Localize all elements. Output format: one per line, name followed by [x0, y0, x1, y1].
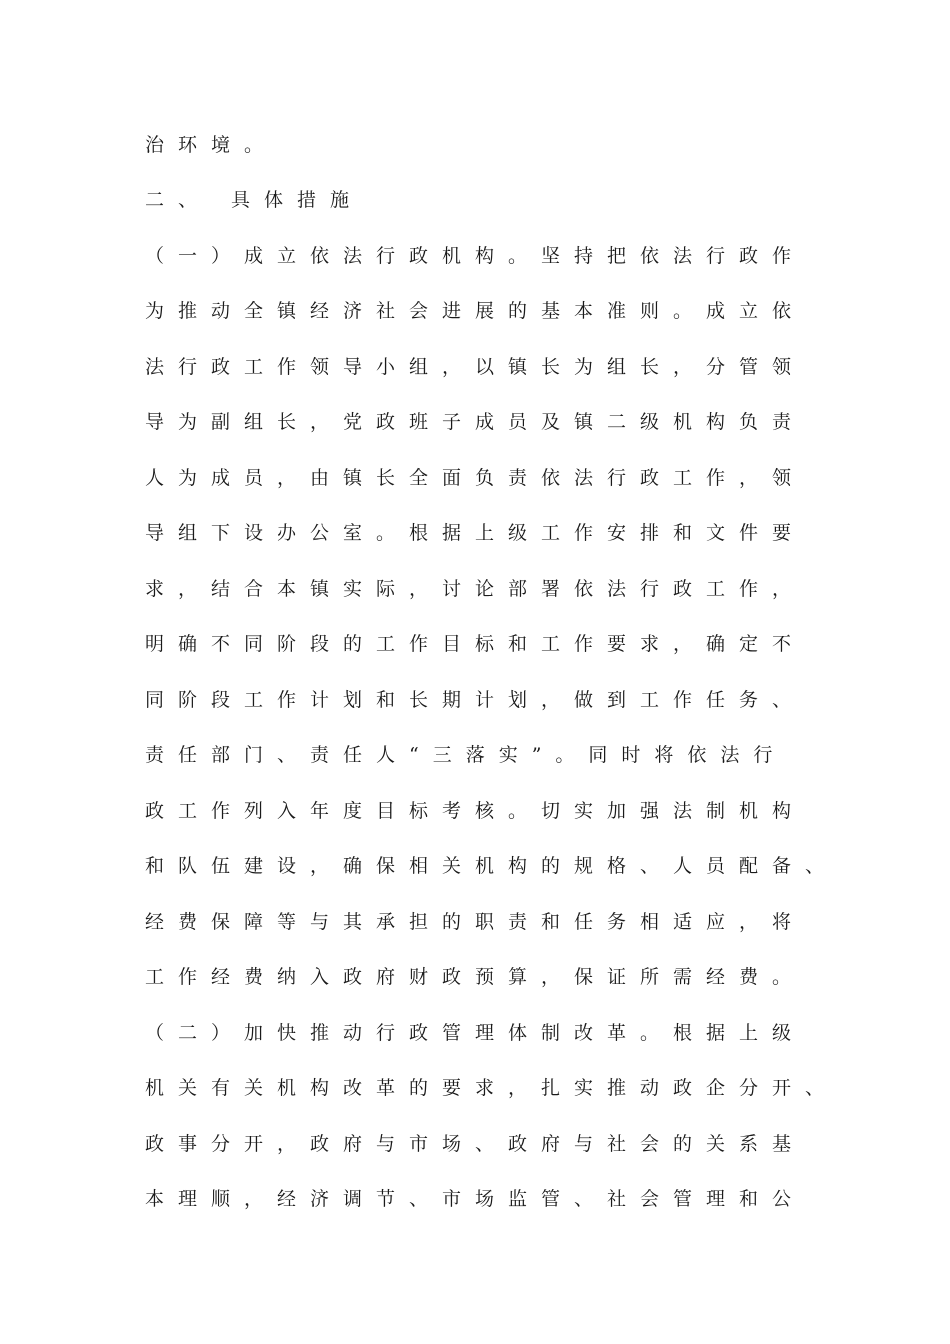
text-line: 责任部门、责任人“三落实”。同时将依法行 [145, 744, 787, 766]
text-line: 人为成员，由镇长全面负责依法行政工作，领 [145, 467, 806, 489]
text-line: 治环境。 [145, 134, 278, 156]
text-line: 法行政工作领导小组，以镇长为组长，分管领 [145, 356, 806, 378]
text-line: （二）加快推动行政管理体制改革。根据上级 [145, 1022, 806, 1044]
text-line: 和队伍建设，确保相关机构的规格、人员配备、 [145, 855, 839, 877]
text-line: 政事分开，政府与市场、政府与社会的关系基 [145, 1133, 806, 1155]
text-line: 机关有关机构改革的要求，扎实推动政企分开、 [145, 1077, 839, 1099]
text-line: （一）成立依法行政机构。坚持把依法行政作 [145, 245, 806, 267]
text-line: 明确不同阶段的工作目标和工作要求，确定不 [145, 633, 806, 655]
text-line: 同阶段工作计划和长期计划，做到工作任务、 [145, 689, 806, 711]
text-line: 求，结合本镇实际，讨论部署依法行政工作， [145, 578, 806, 600]
text-line: 导为副组长，党政班子成员及镇二级机构负责 [145, 411, 806, 433]
text-line: 导组下设办公室。根据上级工作安排和文件要 [145, 522, 806, 544]
text-line: 工作经费纳入政府财政预算，保证所需经费。 [145, 966, 806, 988]
text-line: 为推动全镇经济社会进展的基本准则。成立依 [145, 300, 806, 322]
text-line: 本理顺，经济调节、市场监管、社会管理和公 [145, 1188, 806, 1210]
text-line: 经费保障等与其承担的职责和任务相适应，将 [145, 911, 806, 933]
text-line: 政工作列入年度目标考核。切实加强法制机构 [145, 800, 806, 822]
section-heading: 二、 具体措施 [145, 189, 364, 211]
